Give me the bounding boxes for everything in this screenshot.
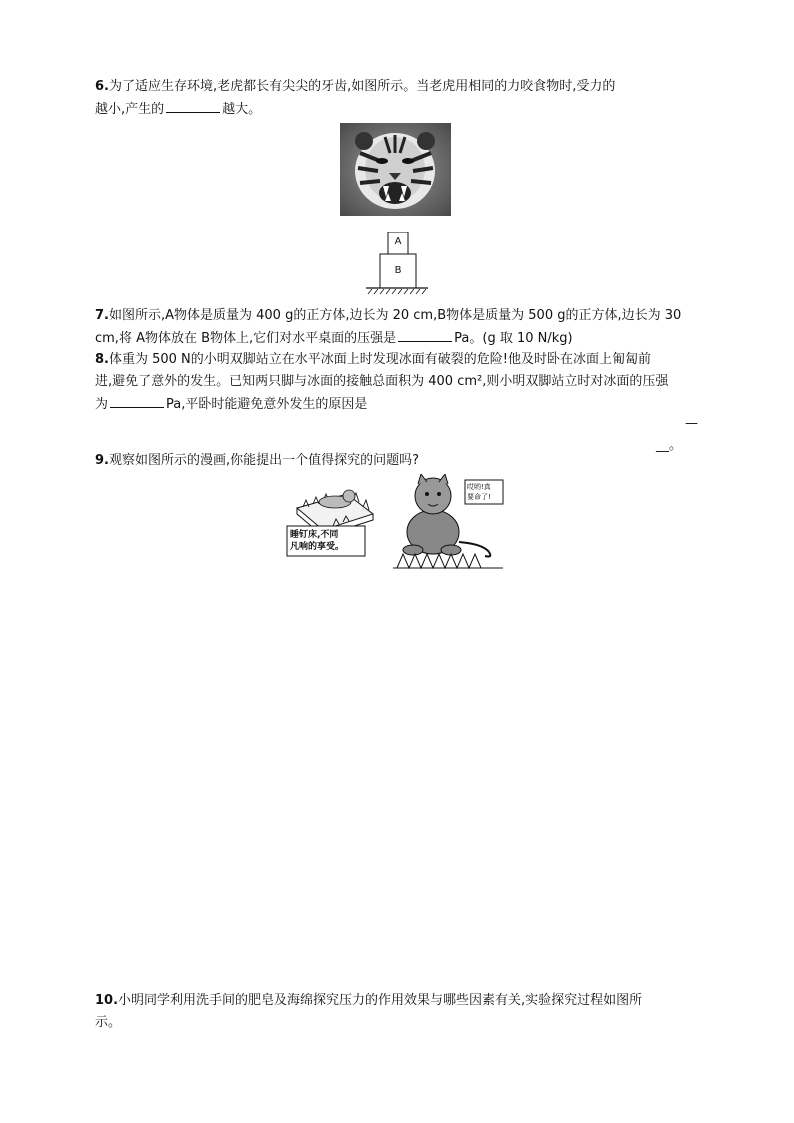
answer-continuation-dash[interactable]: — <box>685 416 698 431</box>
question-6-line2: 越小,产生的 越大。 <box>95 98 701 121</box>
question-8-line3: 为 Pa,平卧时能避免意外发生的原因是 <box>95 393 701 416</box>
question-10-line2: 示。 <box>95 1015 122 1030</box>
question-7-line1: 7.如图所示,A物体是质量为 400 g的正方体,边长为 20 cm,B物体是质量为 500 g的正方体,边长为 30 <box>95 308 682 323</box>
speech-bubble-right-text: 哎哟!真 要命了! <box>467 483 491 501</box>
block-b-label: B <box>394 265 402 276</box>
tiger-face-icon <box>340 123 451 216</box>
answer-blank[interactable] <box>110 393 164 408</box>
question-10-line1: 10.小明同学利用洗手间的肥皂及海绵探究压力的作用效果与哪些因素有关,实验探究过程如图所 <box>95 993 643 1008</box>
answer-continuation-end[interactable]: __。 <box>656 438 683 453</box>
blocks-figure <box>366 232 428 296</box>
question-7-line2: cm,将 A物体放在 B物体上,它们对水平桌面的压强是 Pa。(g 取 10 N/kg) <box>95 327 701 350</box>
question-9: 9.观察如图所示的漫画,你能提出一个值得探究的问题吗? <box>95 453 420 468</box>
question-8-line1: 8.体重为 500 N的小明双脚站立在水平冰面上时发现冰面有破裂的危险!他及时卧在冰面上匍匐前 <box>95 352 651 367</box>
question-8-line2: 进,避免了意外的发生。已知两只脚与冰面的接触总面积为 400 cm²,则小明双脚站立时对冰面的压强 <box>95 374 669 389</box>
answer-blank[interactable] <box>398 327 452 342</box>
question-10 <box>95 990 701 1034</box>
answer-blank[interactable] <box>166 98 220 113</box>
tiger-image <box>340 123 451 216</box>
question-6-line1: 6.为了适应生存环境,老虎都长有尖尖的牙齿,如图所示。当老虎用相同的力咬食物时,受力的 <box>95 79 616 94</box>
speech-bubble-left-text: 睡钉床,不同 凡响的享受。 <box>290 530 345 552</box>
question-6 <box>95 76 701 121</box>
question-7 <box>95 305 701 350</box>
cartoon-figure <box>283 474 505 570</box>
block-a-label: A <box>394 236 402 247</box>
question-8 <box>95 349 701 416</box>
spike-row <box>397 554 481 568</box>
